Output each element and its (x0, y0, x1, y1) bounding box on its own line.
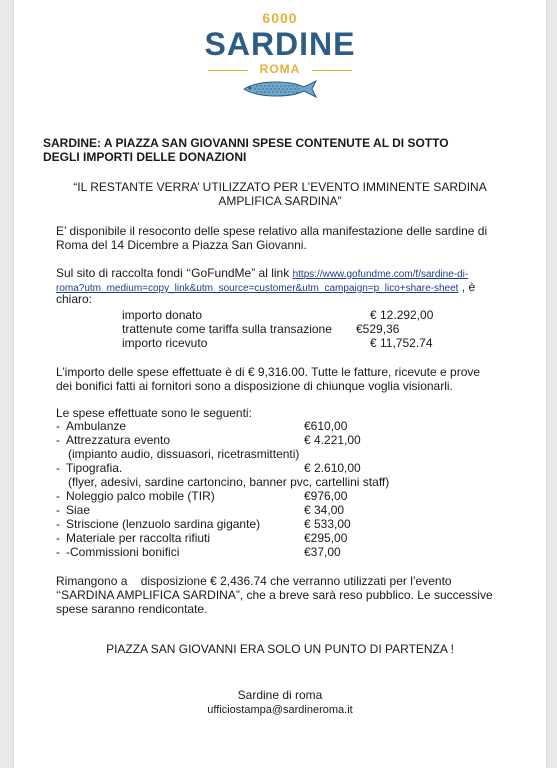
closing-statement: PIAZZA SAN GIOVANNI ERA SOLO UN PUNTO DI PARTENZA ! (106, 642, 454, 656)
gofundme-line-3: chiaro: (56, 292, 93, 306)
sardine-fish-icon (240, 78, 320, 100)
sardine-roma-logo (200, 6, 360, 102)
expense-label: Materiale per raccolta rifiuti (66, 531, 211, 545)
gofundme-tail: , è (461, 280, 476, 294)
expense-item: - Attrezzatura evento (56, 433, 171, 447)
gofundme-link-part-2[interactable]: roma?utm_medium=copy_link&utm_source=customer&utm_campaign=p_lico+share-sheet (56, 283, 459, 294)
logo-divider-right (312, 70, 352, 71)
logo-city: ROMA (259, 62, 301, 76)
expense-item: - Materiale per raccolta rifiuti (56, 531, 211, 545)
expense-note: (impianto audio, dissuasori, ricetrasmittenti) (68, 447, 300, 461)
logo-number: 6000 (262, 10, 298, 26)
expense-item: - Noleggio palco mobile (TIR) (56, 489, 215, 503)
remaining-line-2: ‘‘SARDINA AMPLIFICA SARDINA”, che a breve sarà reso pubblico. Le successive (56, 588, 493, 602)
donation-amount: € 11,752.74 (370, 336, 433, 350)
donation-amount: € 12.292,00 (370, 308, 434, 322)
expense-label: -Commissioni bonifici (66, 545, 180, 559)
headline-line-1: SARDINE: A PIAZZA SAN GIOVANNI SPESE CONTENUTE AL DI SOTTO (43, 136, 449, 150)
expense-amount: € 4.221,00 (304, 433, 361, 447)
expenses-intro: Le spese effettuate sono le seguenti: (56, 406, 252, 420)
expense-amount: € 2.610,00 (304, 461, 361, 475)
signature-email[interactable]: ufficiostampa@sardineroma.it (207, 704, 353, 716)
expense-item: - Ambulanze (56, 419, 127, 433)
intro-line-2: Roma del 14 Dicembre a Piazza San Giovanni. (56, 238, 307, 252)
expenses-summary-line-1: L’importo delle spese effettuate è di € 9,316.00. Tutte le fatture, ricevute e prove (56, 365, 481, 379)
expense-note: (flyer, adesivi, sardine cartoncino, banner pvc, cartellini staff) (68, 475, 390, 489)
gofundme-text: Sul sito di raccolta fondi ‘‘GoFundMe” al link (56, 266, 290, 280)
expense-amount: €976,00 (304, 489, 348, 503)
gofundme-link-part-1[interactable]: https://www.gofundme.com/f/sardine-di- (292, 269, 469, 280)
subtitle-line-2: AMPLIFICA SARDINA” (218, 194, 342, 208)
expense-amount: € 34,00 (304, 503, 345, 517)
expense-amount: €295,00 (304, 531, 348, 545)
expenses-summary-line-2: dei bonifici fatti ai fornitori sono a disposizione di chiunque voglia visionarli. (56, 379, 453, 393)
donation-label: trattenute come tariffa sulla transazione (122, 322, 332, 336)
expense-label: Attrezzatura evento (66, 433, 171, 447)
signature-name: Sardine di roma (237, 688, 323, 702)
expense-label: Striscione (lenzuolo sardina gigante) (66, 517, 261, 531)
expense-item: - Siae (56, 503, 91, 517)
remaining-line-1: Rimangono a disposizione € 2,436.74 che verranno utilizzati per l’evento (56, 574, 452, 588)
subtitle-line-1: “IL RESTANTE VERRA’ UTILIZZATO PER L’EVENTO IMMINENTE SARDINA (73, 180, 487, 194)
donation-label: importo donato (122, 308, 203, 322)
expense-item: - Tipografia. (56, 461, 123, 475)
document-page (14, 0, 546, 768)
expense-amount: €37,00 (304, 545, 341, 559)
expense-item: - -Commissioni bonifici (56, 545, 180, 559)
donation-amount: €529,36 (356, 322, 400, 336)
gofundme-line-2 (56, 280, 475, 296)
intro-line-1: E’ disponibile il resoconto delle spese relativo alla manifestazione delle sardine di (56, 224, 488, 238)
donation-label: importo ricevuto (122, 336, 208, 350)
expense-label: Noleggio palco mobile (TIR) (66, 489, 215, 503)
expense-amount: € 533,00 (304, 517, 351, 531)
expense-amount: €610,00 (304, 419, 348, 433)
logo-name: SARDINE (204, 26, 356, 62)
headline-line-2: DEGLI IMPORTI DELLE DONAZIONI (43, 150, 247, 164)
expense-label: Tipografia. (66, 461, 123, 475)
expense-item: - Striscione (lenzuolo sardina gigante) (56, 517, 261, 531)
expense-label: Ambulanze (66, 419, 127, 433)
expense-label: Siae (66, 503, 91, 517)
remaining-line-3: spese saranno rendicontate. (56, 602, 208, 616)
